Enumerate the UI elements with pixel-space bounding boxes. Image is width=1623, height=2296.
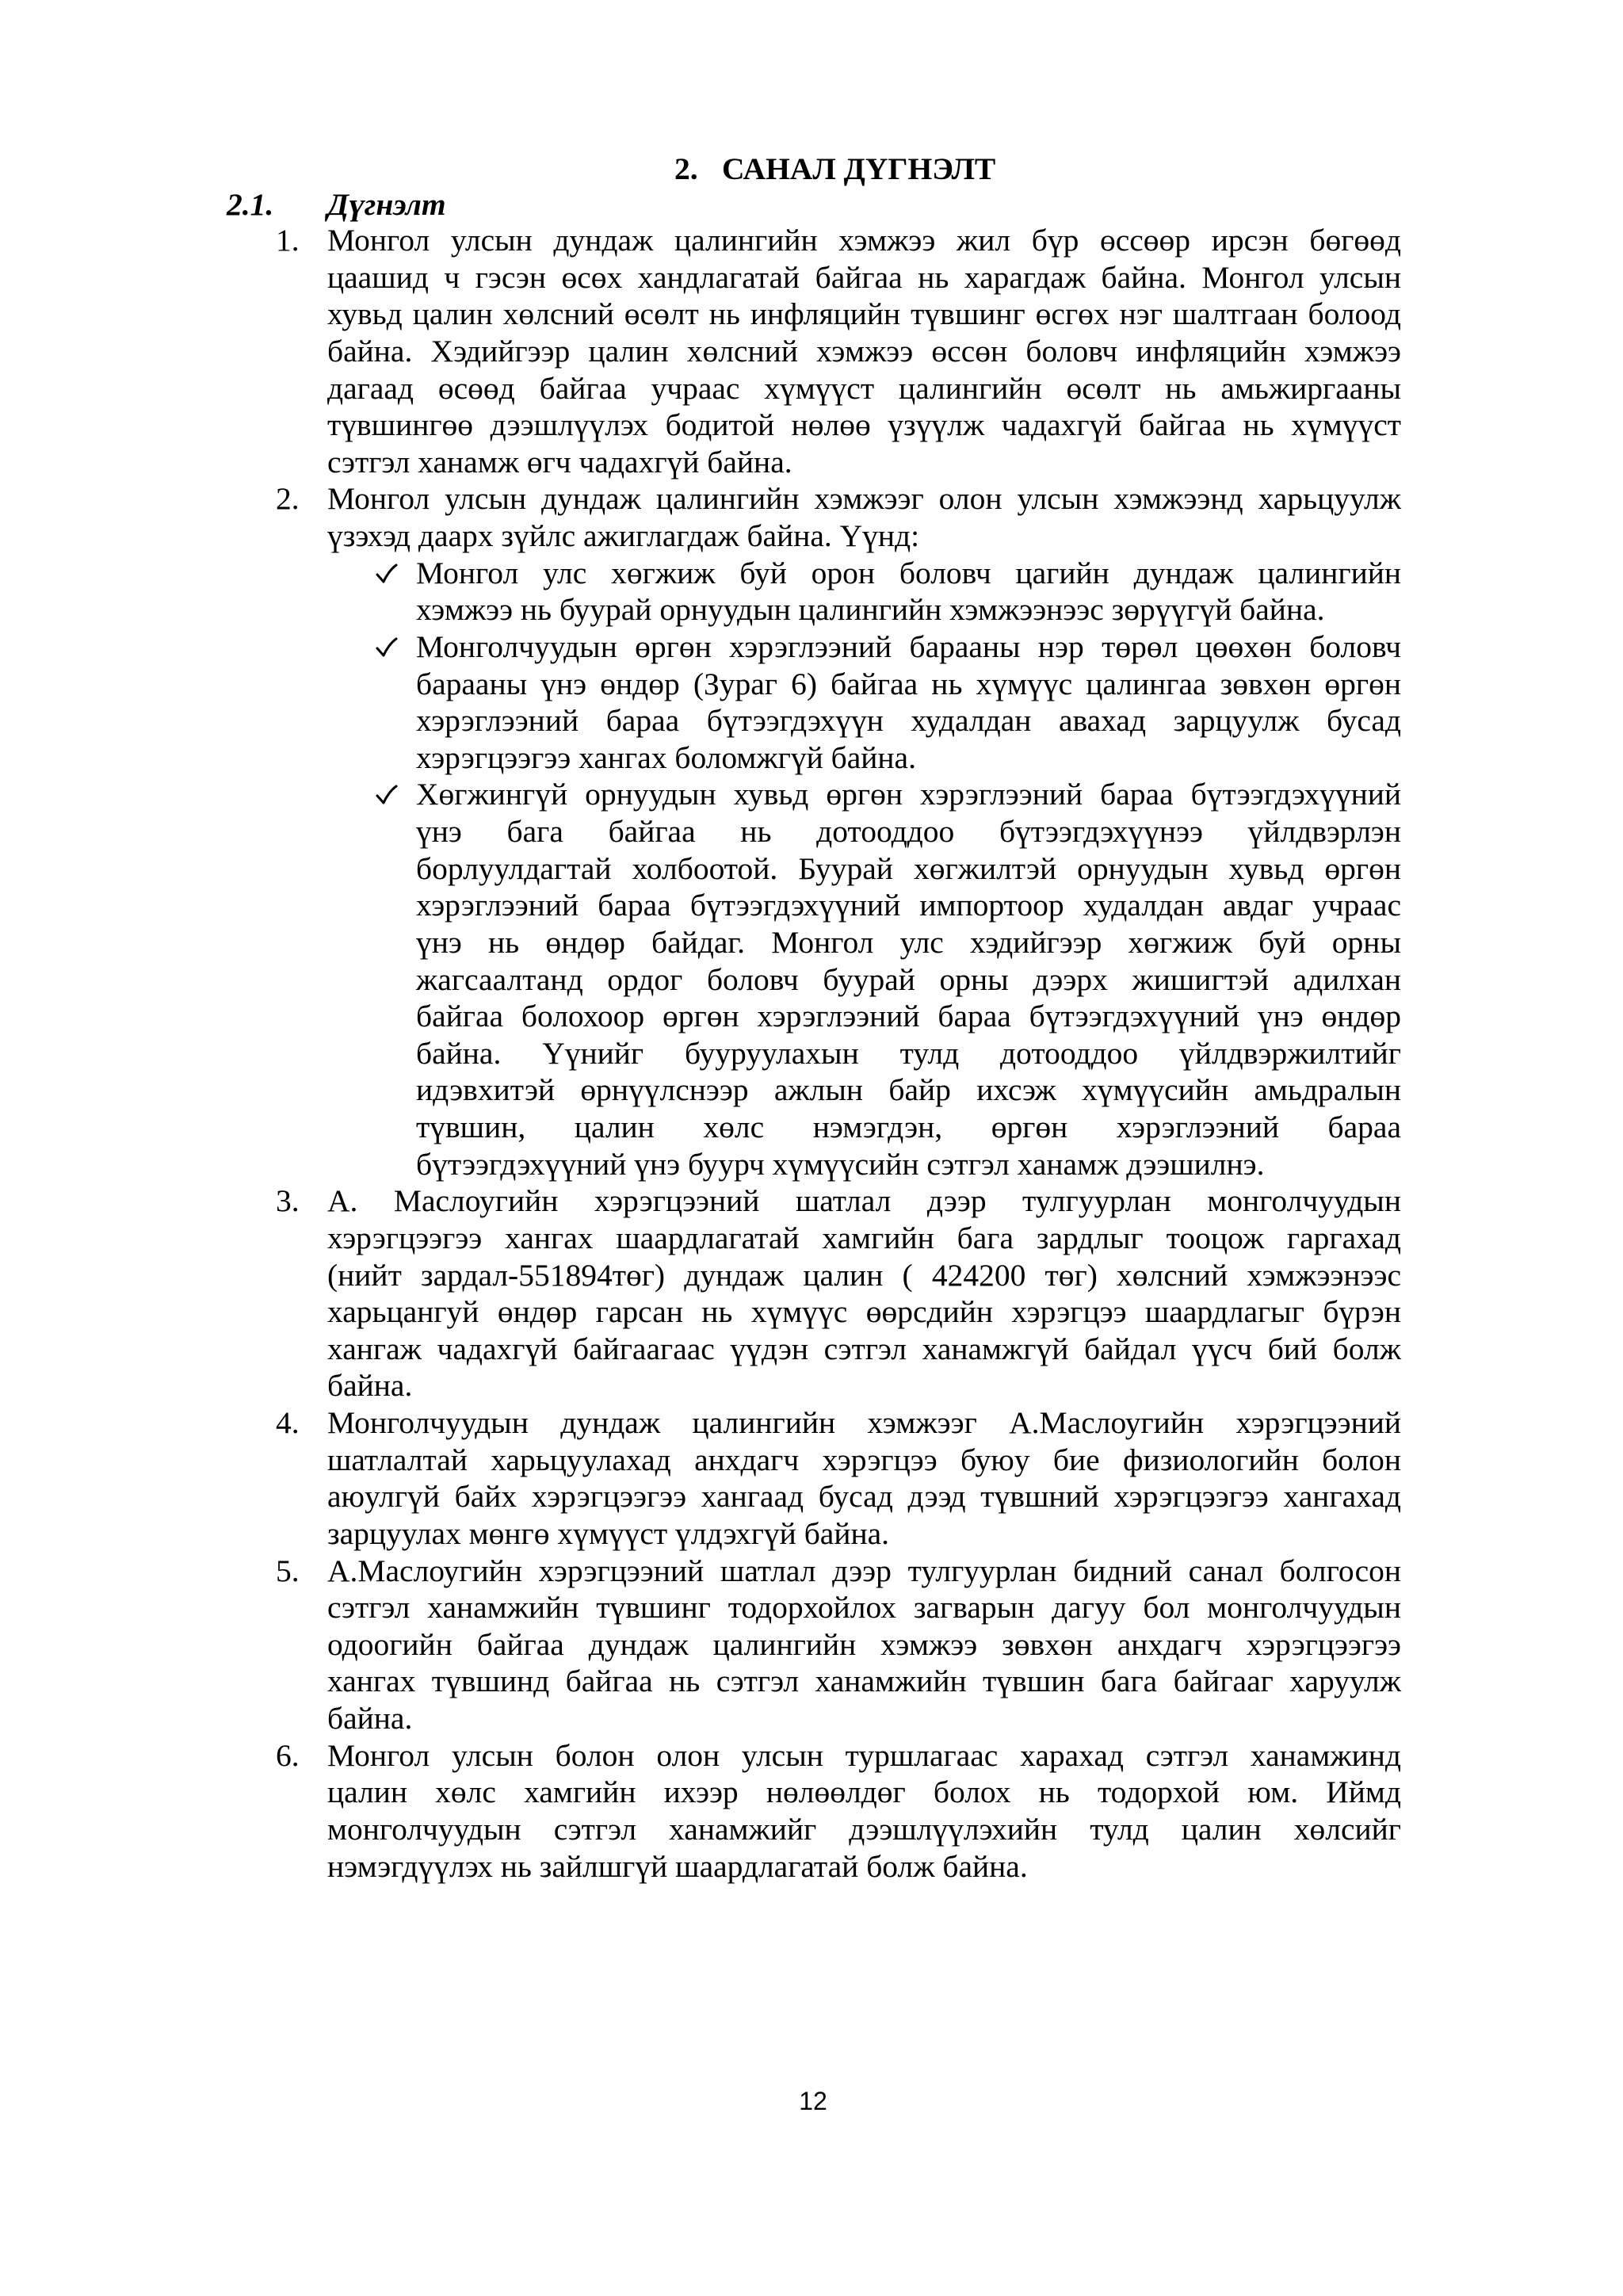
list-item bbox=[0, 1404, 1401, 1553]
checklist-item bbox=[327, 628, 1401, 777]
text-line: байгаа болохоор өргөн хэрэглээний бараа бүтээгдэхүүний үнэ өндөр bbox=[416, 999, 1401, 1034]
list-item bbox=[0, 222, 1401, 480]
list-item-number: 6. bbox=[276, 1737, 300, 1773]
check-icon bbox=[376, 563, 398, 584]
text-line: (нийт зардал-551894төг) дундаж цалин ( 424200 төг) хөлсний хэмжээнээс bbox=[327, 1257, 1401, 1293]
page-number: 12 bbox=[799, 2087, 827, 2115]
text-line: хангаж чадахгүй байгаагаас үүдэн сэтгэл ханамжгүй байдал үүсч бий болж bbox=[327, 1331, 1401, 1366]
list-item bbox=[0, 1737, 1401, 1885]
section-title: САНАЛ ДҮГНЭЛТ bbox=[722, 151, 996, 186]
list-item-number: 1. bbox=[276, 223, 300, 258]
section-heading bbox=[674, 151, 1150, 188]
checklist-item bbox=[327, 776, 1401, 1182]
text-line: сэтгэл ханамж өгч чадахгүй байна. bbox=[327, 444, 792, 479]
subsection-number: 2.1. bbox=[227, 187, 274, 222]
check-icon bbox=[376, 785, 398, 805]
text-line: байна. bbox=[327, 1701, 413, 1736]
text-line: үнэ бага байгаа нь дотооддоо бүтээгдэхүүнээ үйлдвэрлэн bbox=[416, 814, 1401, 849]
list-item-number: 3. bbox=[276, 1183, 300, 1219]
text-line: Хөгжингүй орнуудын хувьд өргөн хэрэглээний бараа бүтээгдэхүүний bbox=[416, 777, 1401, 812]
text-line: үнэ нь өндөр байдаг. Монгол улс хэдийгээр хөгжиж буй орны bbox=[416, 924, 1401, 960]
section-number: 2. bbox=[674, 151, 698, 186]
text-line: цаашид ч гэсэн өсөх хандлагатай байгаа нь харагдаж байна. Монгол улсын bbox=[327, 259, 1401, 295]
text-line: хэрэглээний бараа бүтээгдэхүүний импортоор худалдан авдаг учраас bbox=[416, 888, 1401, 923]
text-line: дагаад өсөөд байгаа учраас хүмүүст цалингийн өсөлт нь амьжиргааны bbox=[327, 370, 1401, 406]
text-line: Монгол улсын болон олон улсын туршлагаас харахад сэтгэл ханамжинд bbox=[327, 1737, 1401, 1773]
text-line: идэвхитэй өрнүүлснээр ажлын байр ихсэж хүмүүсийн амьдралын bbox=[416, 1072, 1401, 1108]
text-line: Монгол улс хөгжиж буй орон боловч цагийн дундаж цалингийн bbox=[416, 555, 1401, 590]
subsection-title: Дүгнэлт bbox=[327, 187, 446, 222]
text-line: түвшингөө дээшлүүлэх бодитой нөлөө үзүүлж чадахгүй байгаа нь хүмүүст bbox=[327, 407, 1401, 443]
text-line: байна. Үүнийг бууруулахын тулд дотооддоо үйлдвэржилтийг bbox=[416, 1035, 1401, 1071]
list-item bbox=[0, 1553, 1401, 1737]
text-line: монголчуудын сэтгэл ханамжийг дээшлүүлэхийн тулд цалин хөлсийг bbox=[327, 1811, 1401, 1847]
text-line: шатлалтай харьцуулахад анхдагч хэрэгцээ буюу бие физиологийн болон bbox=[327, 1442, 1401, 1477]
text-line: одоогийн байгаа дундаж цалингийн хэмжээ зөвхөн анхдагч хэрэгцээгээ bbox=[327, 1626, 1401, 1662]
check-icon bbox=[376, 637, 398, 658]
text-line: Монгол улсын дундаж цалингийн хэмжээ жил бүр өссөөр ирсэн бөгөөд bbox=[327, 223, 1401, 258]
list-item bbox=[0, 480, 1401, 1182]
list-item-number: 5. bbox=[276, 1553, 300, 1588]
text-line: хэрэглээний бараа бүтээгдэхүүн худалдан авахад зарцуулж бусад bbox=[416, 703, 1401, 739]
subsection-heading bbox=[227, 186, 702, 223]
text-line: байна. Хэдийгээр цалин хөлсний хэмжээ өссөн боловч инфляцийн хэмжээ bbox=[327, 333, 1401, 369]
list-item-number: 4. bbox=[276, 1405, 300, 1440]
text-line: харьцангуй өндөр гарсан нь хүмүүс өөрсдийн хэрэгцээ шаардлагыг бүрэн bbox=[327, 1294, 1401, 1330]
text-line: цалин хөлс хамгийн ихээр нөлөөлдөг болох нь тодорхой юм. Иймд bbox=[327, 1775, 1401, 1810]
list-item-number: 2. bbox=[276, 481, 300, 517]
conclusion-list bbox=[0, 222, 1623, 1885]
text-line: бүтээгдэхүүний үнэ буурч хүмүүсийн сэтгэл ханамж дээшилнэ. bbox=[416, 1146, 1265, 1182]
text-line: хэмжээ нь буурай орнуудын цалингийн хэмжээнээс зөрүүгүй байна. bbox=[416, 592, 1325, 628]
text-line: жагсаалтанд ордог боловч буурай орны дээрх жишигтэй адилхан bbox=[416, 961, 1401, 997]
list-item bbox=[0, 1182, 1401, 1404]
text-line: А.Маслоугийн хэрэгцээний шатлал дээр тулгуурлан бидний санал болгосон bbox=[327, 1553, 1401, 1588]
text-line: зарцуулах мөнгө хүмүүст үлдэхгүй байна. bbox=[327, 1515, 890, 1551]
text-line: аюулгүй байх хэрэгцээгээ хангаад бусад дээд түвшний хэрэгцээгээ хангахад bbox=[327, 1479, 1401, 1515]
text-line: борлуулдагтай холбоотой. Буурай хөгжилтэй орнуудын хувьд өргөн bbox=[416, 850, 1401, 886]
text-line: Монгол улсын дундаж цалингийн хэмжээг олон улсын хэмжээнд харьцуулж bbox=[327, 481, 1401, 517]
text-line: хэрэгцээгээ хангах боломжгүй байна. bbox=[416, 739, 916, 775]
text-line: нэмэгдүүлэх нь зайлшгүй шаардлагатай болж байна. bbox=[327, 1848, 1028, 1884]
text-line: хувьд цалин хөлсний өсөлт нь инфляцийн түвшинг өсгөх нэг шалтгаан болоод bbox=[327, 296, 1401, 332]
checklist-item bbox=[327, 555, 1401, 628]
text-line: барааны үнэ өндөр (Зураг 6) байгаа нь хүмүүс цалингаа зөвхөн өргөн bbox=[416, 666, 1401, 701]
text-line: хэрэгцээгээ хангах шаардлагатай хамгийн бага зардлыг тооцож гаргахад bbox=[327, 1220, 1401, 1255]
text-line: сэтгэл ханамжийн түвшинг тодорхойлох загварын дагуу бол монголчуудын bbox=[327, 1590, 1401, 1626]
text-line: үзэхэд даарх зүйлс ажиглагдаж байна. Үүнд: bbox=[327, 518, 920, 553]
text-line: А. Маслоугийн хэрэгцээний шатлал дээр тулгуурлан монголчуудын bbox=[327, 1183, 1401, 1219]
text-line: хангах түвшинд байгаа нь сэтгэл ханамжийн түвшин бага байгааг харуулж bbox=[327, 1664, 1401, 1699]
text-line: байна. bbox=[327, 1368, 413, 1404]
text-line: түвшин, цалин хөлс нэмэгдэн, өргөн хэрэглээний бараа bbox=[416, 1110, 1401, 1144]
text-line: Монголчуудын дундаж цалингийн хэмжээг А.Маслоугийн хэрэгцээний bbox=[327, 1405, 1401, 1440]
text-line: Монголчуудын өргөн хэрэглээний барааны нэр төрөл цөөхөн боловч bbox=[416, 628, 1401, 664]
